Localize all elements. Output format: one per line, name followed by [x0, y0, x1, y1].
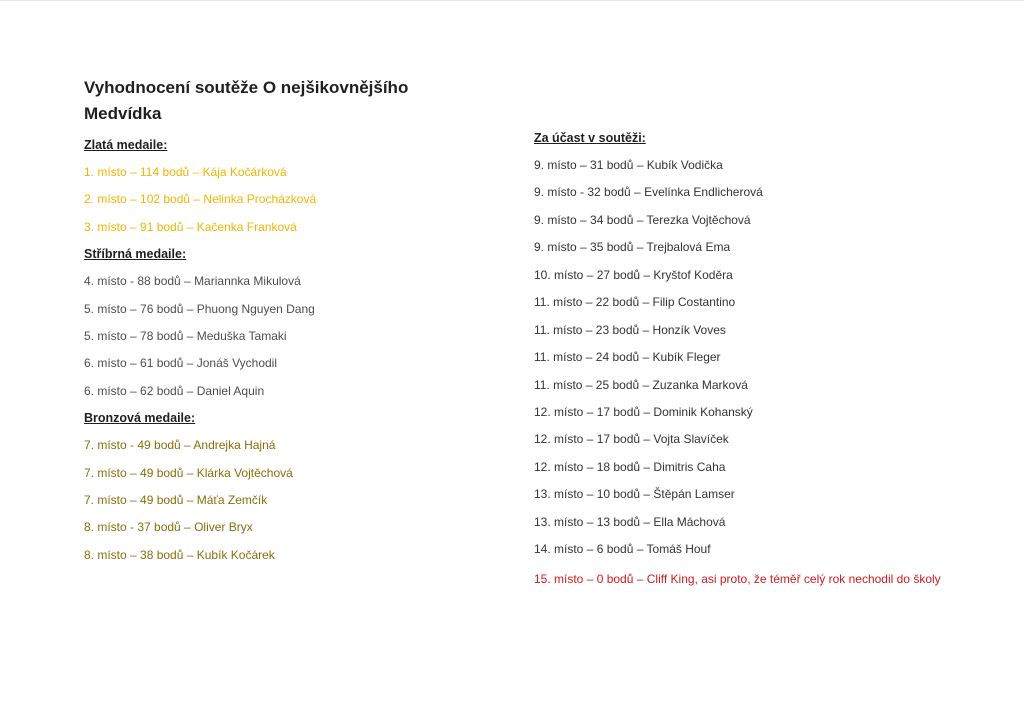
silver-entry: 6. místo – 62 bodů – Daniel Aquin: [84, 383, 265, 398]
silver-entry: 5. místo – 76 bodů – Phuong Nguyen Dang: [84, 301, 315, 316]
bronze-entry: 7. místo – 49 bodů – Máťa Zemčík: [84, 492, 268, 507]
participant-entry: 11. místo – 23 bodů – Honzík Voves: [534, 322, 726, 337]
participant-entry: 14. místo – 6 bodů – Tomáš Houf: [534, 542, 711, 557]
participant-entry: 9. místo – 35 bodů – Trejbalová Ema: [534, 240, 731, 255]
participant-entry: 10. místo – 27 bodů – Kryštof Koděra: [534, 267, 733, 282]
participation-column: [534, 131, 954, 589]
participant-entry: 11. místo – 25 bodů – Zuzanka Marková: [534, 377, 748, 392]
participant-entry: 9. místo – 34 bodů – Terezka Vojtěchová: [534, 212, 751, 227]
participation-heading: Za účast v soutěži:: [534, 131, 646, 145]
participant-entry: 12. místo – 17 bodů – Vojta Slavíček: [534, 432, 729, 447]
medal-column: [84, 138, 484, 575]
bronze-entry: 7. místo – 49 bodů – Klárka Vojtěchová: [84, 465, 293, 480]
participant-entry: 13. místo – 13 bodů – Ella Máchová: [534, 514, 726, 529]
bronze-entry: 8. místo - 37 bodů – Oliver Bryx: [84, 520, 253, 535]
participant-entry: 11. místo – 24 bodů – Kubík Fleger: [534, 350, 721, 365]
bronze-entry: 8. místo – 38 bodů – Kubík Kočárek: [84, 547, 275, 562]
silver-entry: 5. místo – 78 bodů – Meduška Tamaki: [84, 328, 287, 343]
gold-heading: Zlatá medaile:: [84, 138, 168, 152]
bronze-entry: 7. místo - 49 bodů – Andrejka Hajná: [84, 438, 276, 453]
silver-heading: Stříbrná medaile:: [84, 247, 187, 262]
gold-entry: 3. místo – 91 bodů – Kačenka Franková: [84, 219, 297, 234]
last-place-entry: 15. místo – 0 bodů – Cliff King, asi proto, že téměř celý rok nechodil do školy: [534, 571, 941, 586]
page-title: Vyhodnocení soutěže O nejšikovnějšího Medvídka: [84, 78, 409, 123]
participant-entry: 13. místo – 10 bodů – Štěpán Lamser: [534, 487, 735, 502]
gold-entry: 2. místo – 102 bodů – Nelinka Procházková: [84, 192, 317, 207]
silver-entry: 4. místo - 88 bodů – Mariannka Mikulová: [84, 274, 301, 289]
participant-entry: 9. místo - 32 bodů – Evelínka Endlicherová: [534, 185, 763, 200]
participant-entry: 12. místo – 18 bodů – Dimitris Caha: [534, 459, 726, 474]
participant-entry: 11. místo – 22 bodů – Filip Costantino: [534, 295, 736, 310]
gold-entry: 1. místo – 114 bodů – Kája Kočárková: [84, 165, 287, 179]
silver-entry: 6. místo – 61 bodů – Jonáš Vychodil: [84, 356, 278, 371]
participant-entry: 12. místo – 17 bodů – Dominik Kohanský: [534, 404, 753, 419]
bronze-heading: Bronzová medaile:: [84, 411, 196, 426]
participant-entry: 9. místo – 31 bodů – Kubík Vodička: [534, 158, 723, 172]
